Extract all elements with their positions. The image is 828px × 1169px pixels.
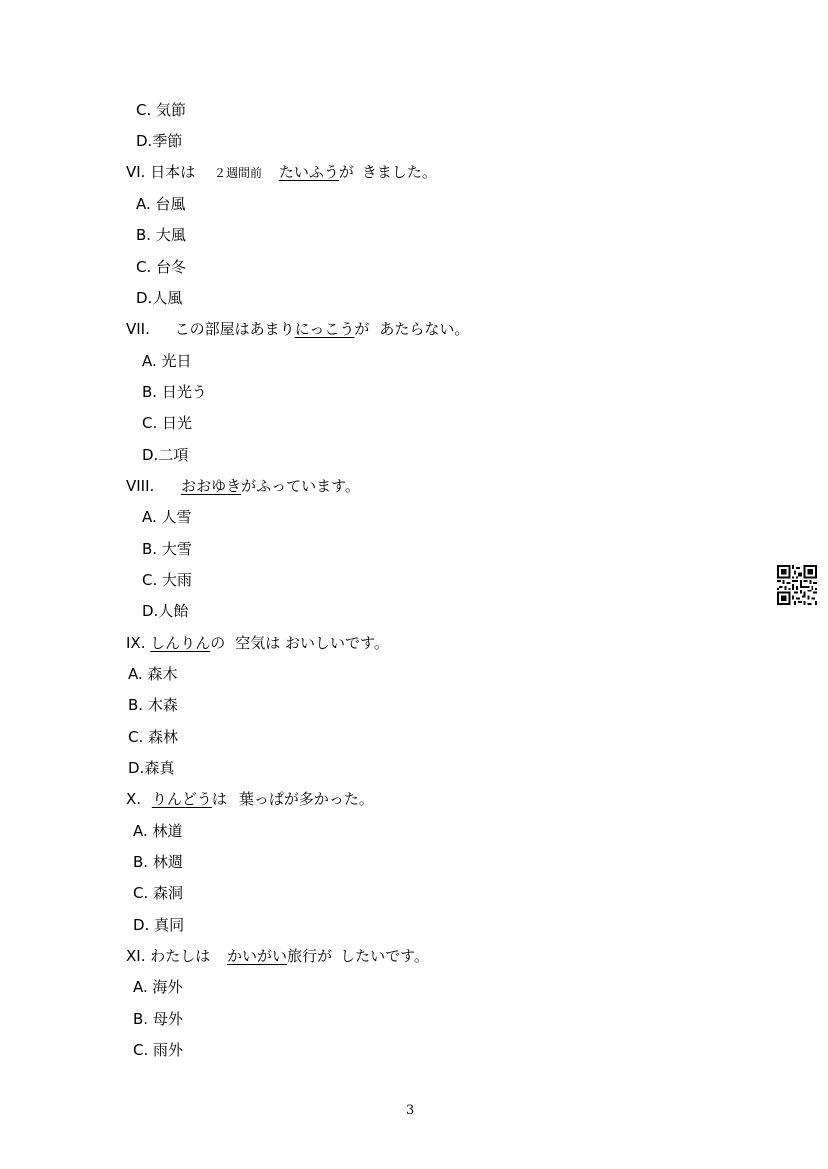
underlined-term: しんりん xyxy=(150,634,211,652)
option-c: C. 雨外 xyxy=(133,1041,184,1059)
underlined-term: たいふう xyxy=(278,163,339,181)
question-text: 旅行が xyxy=(287,947,333,965)
option-d: D.二項 xyxy=(142,446,189,464)
question-text: あたらない。 xyxy=(379,320,470,338)
option-d: D.人風 xyxy=(136,289,183,307)
question-text: は xyxy=(211,790,227,808)
question-text: わたしは xyxy=(150,947,211,965)
option-b: B. 木森 xyxy=(128,696,178,714)
question-number: X. xyxy=(126,790,142,808)
qr-code-icon xyxy=(777,565,817,605)
question-x xyxy=(126,789,374,809)
question-number: XI. xyxy=(126,947,146,965)
underlined-term: にっこう xyxy=(294,320,355,338)
option-c: C. 森洞 xyxy=(133,884,184,902)
option-a: A. 人雪 xyxy=(142,508,192,526)
question-ix xyxy=(126,633,389,653)
question-text: が xyxy=(354,320,370,338)
option-a: A. 林道 xyxy=(133,822,183,840)
option-d: D. 真同 xyxy=(133,916,185,934)
question-text: が xyxy=(338,163,354,181)
question-number: VIII. xyxy=(126,477,155,495)
option-d: D.森真 xyxy=(128,759,175,777)
option-d: D.人飴 xyxy=(142,602,189,620)
question-text: 葉っぱが多かった。 xyxy=(238,790,374,808)
option-c: C. 森林 xyxy=(128,728,179,746)
question-text: 空気は おいしいです。 xyxy=(235,634,389,652)
question-vi xyxy=(126,162,437,182)
option-a: A. 光日 xyxy=(142,352,192,370)
underlined-term: りんどう xyxy=(151,790,212,808)
option-b: B. 大雪 xyxy=(142,540,192,558)
question-vii xyxy=(126,319,469,339)
option-b: B. 日光う xyxy=(142,383,207,401)
underlined-term: おおゆき xyxy=(181,477,242,495)
question-text: がふっています。 xyxy=(241,477,360,495)
option-b: B. 林週 xyxy=(133,853,183,871)
option-c: C. 大雨 xyxy=(142,571,193,589)
question-text: この部屋はあまり xyxy=(174,320,295,338)
option-d: D.季節 xyxy=(136,132,183,150)
option-c: C. 気節 xyxy=(136,101,187,119)
question-xi xyxy=(126,946,429,966)
question-text: の xyxy=(210,634,226,652)
underlined-term: かいがい xyxy=(227,947,288,965)
page-number: 3 xyxy=(406,1103,415,1118)
option-a: A. 台風 xyxy=(136,195,186,213)
question-number: VII. xyxy=(126,320,150,338)
question-text: ２週間前 xyxy=(214,166,263,180)
option-c: C. 日光 xyxy=(142,414,193,432)
question-text: したいです。 xyxy=(340,947,429,965)
option-b: B. 大風 xyxy=(136,226,186,244)
option-b: B. 母外 xyxy=(133,1010,183,1028)
option-a: A. 海外 xyxy=(133,978,183,996)
question-text: 日本は xyxy=(150,163,196,181)
question-viii xyxy=(126,476,360,496)
question-number: VI. xyxy=(126,163,146,181)
option-a: A. 森木 xyxy=(128,665,178,683)
question-text: きました。 xyxy=(361,163,437,181)
option-c: C. 台冬 xyxy=(136,258,187,276)
question-number: IX. xyxy=(126,634,146,652)
